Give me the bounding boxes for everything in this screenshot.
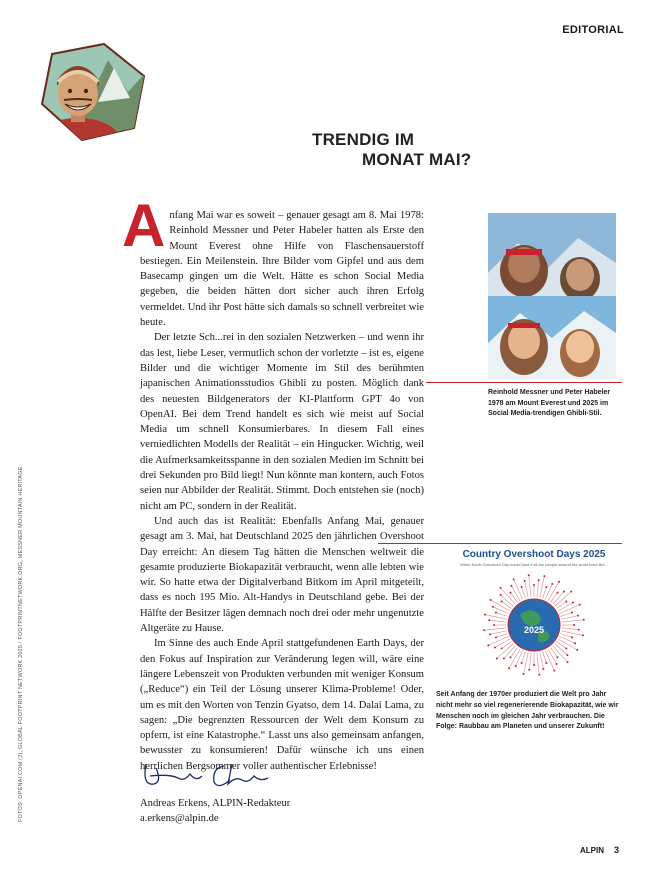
- overshoot-spoke-dot: [571, 612, 573, 614]
- infographic-year: 2025: [523, 625, 545, 635]
- overshoot-spoke-dot: [509, 592, 511, 594]
- infographic-title: Country Overshoot Days 2025: [462, 549, 606, 560]
- overshoot-spoke: [558, 603, 573, 612]
- overshoot-spoke-dot: [496, 657, 498, 659]
- overshoot-infographic: [448, 545, 620, 683]
- overshoot-spoke: [504, 646, 515, 659]
- photo-credit: FOTOS: OPENAI.COM (2), GLOBAL FOOTPRINT NETWORK 2025 / FOOTPRINTNETWORK.ORG, MESSNER MOUNTAIN HERITAGE: [18, 466, 24, 822]
- overshoot-spoke: [514, 579, 523, 599]
- overshoot-spoke: [495, 639, 510, 648]
- drop-cap: A: [122, 192, 166, 259]
- overshoot-spoke-dot: [494, 647, 496, 649]
- overshoot-spoke-dot: [545, 662, 547, 664]
- author-email[interactable]: a.erkens@alpin.de: [140, 813, 219, 824]
- overshoot-spoke-dot: [501, 648, 503, 650]
- overshoot-spoke-dot: [509, 656, 511, 658]
- overshoot-spoke: [562, 628, 579, 630]
- overshoot-spoke-dot: [572, 602, 574, 604]
- author-avatar: [38, 42, 146, 142]
- article-paragraph: Im Sinne des auch Ende April stattgefundenen Earth Days, der den Fokus auf Inspiration zur Veränderung legen will, wäre eine längere Lebenszeit von Produkten verbunden mit weniger Konsum („Reduce“) ein Teil der Lösung unserer Klima-Probleme! Oder, um es mit den Worten von Tenzin Gyatso, dem 14. Dalai Lama, zu sagen: „Die begrenzten Ressourcen der Welt dem Konsum zu opfern, ist eine Katastrophe.“ Lasst uns also gemeinsam anfangen, bewusster zu konsumieren! Dafür wünsche ich uns einen herrlichen Bergsommer voller authentischer Erlebnisse!: [140, 638, 424, 772]
- overshoot-spoke: [529, 575, 531, 597]
- overshoot-spoke-dot: [576, 649, 578, 651]
- overshoot-spoke: [548, 649, 557, 664]
- overshoot-spoke: [562, 620, 584, 622]
- overshoot-spoke-dot: [543, 575, 545, 577]
- overshoot-spoke: [555, 644, 568, 655]
- overshoot-spoke-dot: [533, 664, 535, 666]
- overshoot-spoke: [545, 651, 554, 671]
- overshoot-spoke: [543, 587, 547, 598]
- overshoot-spoke-dot: [523, 673, 525, 675]
- overshoot-spoke-dot: [566, 661, 568, 663]
- overshoot-spoke-dot: [582, 634, 584, 636]
- page-number: 3: [614, 845, 620, 855]
- overshoot-spoke: [525, 581, 529, 598]
- article-title: [312, 130, 471, 170]
- overshoot-spoke-dot: [492, 606, 494, 608]
- overshoot-spoke-dot: [563, 591, 565, 593]
- everest-photo-comparison: [488, 213, 616, 379]
- overshoot-spoke: [522, 587, 526, 598]
- overshoot-spoke: [489, 620, 506, 622]
- article-paragraph: Anfang Mai war es soweit – genauer gesagt am 8. Mai 1978: Reinhold Messner und Peter Habeler hatten als Erste den Mount Everest ohne Hilfe von Flaschensauerstoff bestiegen. Ein Meilenstein. Ihre Bilder vom Gipfel und aus dem Basecamp gingen um die Welt. Hätte es schon Social Media gegeben, die beiden hätten dort sicher auch ihren Erfolg vermeldet. Und ihr Post hätte sich damals so schnell verbreitet wie heute.: [122, 192, 424, 329]
- infographic-caption: Seit Anfang der 1970er produziert die Welt pro Jahr nicht mehr so viel regenerierende Biokapazität, wie wir Menschen noch im gleichen Jahr verbrauchen. Die Folge: Raubbau am Planeten und unserer Zukunft!: [436, 691, 619, 731]
- overshoot-spoke: [488, 636, 508, 645]
- overshoot-spoke-dot: [565, 600, 567, 602]
- overshoot-spoke-dot: [495, 636, 497, 638]
- overshoot-spoke-dot: [545, 586, 547, 588]
- overshoot-spoke-dot: [483, 629, 485, 631]
- overshoot-spoke-dot: [490, 599, 492, 601]
- overshoot-spoke-dot: [503, 657, 505, 659]
- overshoot-spoke-dot: [566, 654, 568, 656]
- overshoot-spoke-dot: [521, 586, 523, 588]
- overshoot-spoke: [561, 613, 572, 617]
- overshoot-spoke-dot: [583, 619, 585, 621]
- footer-publication: ALPIN: [580, 846, 604, 855]
- overshoot-spoke: [529, 653, 531, 670]
- overshoot-spoke-dot: [538, 674, 540, 676]
- overshoot-spoke: [496, 634, 507, 638]
- overshoot-spoke-dot: [574, 642, 576, 644]
- overshoot-spoke: [537, 580, 539, 597]
- overshoot-spoke-dot: [570, 591, 572, 593]
- overshoot-spoke: [484, 628, 506, 630]
- section-label: EDITORIAL: [562, 24, 624, 36]
- photo-caption: Reinhold Messner und Peter Habeler 1978 am Mount Everest und 2025 im Social Media-trendigen Ghibli-Stil.: [488, 389, 611, 417]
- overshoot-spoke-dot: [495, 612, 497, 614]
- overshoot-spoke-dot: [556, 663, 558, 665]
- overshoot-spoke: [512, 586, 521, 601]
- author-block: [140, 796, 290, 826]
- article-paragraph: Der letzte Sch...rei in den sozialen Netzwerken – und wenn ihr das lest, liebe Leser, vermutlich schon der vorletzte – ist es, eigene Bilder und die wichtiger Momente im Stil des berühmten japanischen Animationsstudios Ghibli zu posten. Möglich dank des neuesten Bildgenerators der KI-Plattform GPT 4o von OpenAI. Bei dem Trend handelt es sich wie meist auf Social Media um schnell Konsumierbares. In diesem Fall eines verniedlichten Modells der Realität – ein Hingucker. Wichtig, weil die Aufmerksamkeitsspanne in den sozialen Medien im Schnitt bei drei Sekunden pro Bild liegt! Nun könnte man kontern, auch Fotos seien nur Abbilder der Realität. Stimmt. Doch entstehen sie (noch) nicht am PC, sondern in der Realität.: [140, 332, 424, 512]
- infographic-divider: [378, 543, 622, 544]
- handwritten-signature: [140, 756, 290, 794]
- overshoot-spoke: [496, 613, 507, 617]
- title-line-1: TRENDIG IM: [312, 130, 415, 149]
- overshoot-spoke-dot: [528, 669, 530, 671]
- overshoot-spoke-dot: [551, 583, 553, 585]
- overshoot-spoke-dot: [500, 594, 502, 596]
- infographic-subtitle: When Earth Overshoot Day would land if all the people around the world lived like...: [460, 562, 608, 567]
- overshoot-spoke-dot: [500, 587, 502, 589]
- article-paragraph: Und auch das ist Realität: Ebenfalls Anfang Mai, genauer gesagt am 3. Mai, hat Deutschland 2025 den jährlichen Overshoot Day erreicht: An diesem Tag hätten die Menschen weltweit die gesamte produzierte Biokapazität verbraucht, wenn alle lebten wie wir. So hatte etwa der Digitalverband Bitkom im April mitgeteilt, dass es noch 195 Mio. Alt-Handys in Deutschland gebe. Bei der Hälfte der Besitzer lägen demnach noch drei oder mehr ungenutzte Altgeräte zu Hause.: [140, 515, 424, 635]
- overshoot-spoke-dot: [508, 667, 510, 669]
- overshoot-spoke: [522, 652, 526, 663]
- overshoot-spoke: [490, 631, 507, 635]
- overshoot-spoke-dot: [578, 629, 580, 631]
- overshoot-spoke-dot: [565, 648, 567, 650]
- overshoot-spoke-dot: [528, 574, 530, 576]
- overshoot-spoke-dot: [484, 614, 486, 616]
- photo-divider: [426, 382, 622, 383]
- overshoot-spoke-dot: [579, 604, 581, 606]
- overshoot-spoke-dot: [577, 615, 579, 617]
- overshoot-spoke: [553, 592, 564, 605]
- overshoot-spoke-dot: [524, 580, 526, 582]
- overshoot-spoke: [537, 653, 539, 675]
- overshoot-spoke-dot: [533, 584, 535, 586]
- article-body: [122, 192, 424, 774]
- overshoot-spoke-dot: [557, 592, 559, 594]
- overshoot-spoke-dot: [538, 579, 540, 581]
- overshoot-spoke-dot: [557, 656, 559, 658]
- overshoot-spoke: [501, 595, 514, 606]
- overshoot-spoke-dot: [493, 624, 495, 626]
- overshoot-spoke-dot: [542, 668, 544, 670]
- overshoot-spoke-dot: [511, 585, 513, 587]
- overshoot-spoke: [560, 605, 580, 614]
- overshoot-spoke: [561, 634, 572, 638]
- overshoot-spoke-dot: [558, 581, 560, 583]
- overshoot-spoke-dot: [553, 670, 555, 672]
- overshoot-spoke: [540, 652, 544, 669]
- overshoot-spoke-dot: [488, 619, 490, 621]
- overshoot-spoke: [543, 652, 547, 663]
- overshoot-spoke-dot: [515, 665, 517, 667]
- overshoot-spoke-dot: [573, 624, 575, 626]
- author-name: Andreas Erkens, ALPIN-Redakteur: [140, 798, 291, 809]
- overshoot-spoke-dot: [521, 662, 523, 664]
- overshoot-spoke: [561, 616, 578, 620]
- overshoot-spoke-dot: [501, 600, 503, 602]
- overshoot-radial-graphic: [448, 545, 620, 683]
- overshoot-spoke-dot: [489, 633, 491, 635]
- overshoot-spoke-dot: [487, 644, 489, 646]
- title-line-2: MONAT MAI?: [362, 150, 472, 169]
- overshoot-spoke-dot: [571, 636, 573, 638]
- overshoot-spoke-dot: [513, 578, 515, 580]
